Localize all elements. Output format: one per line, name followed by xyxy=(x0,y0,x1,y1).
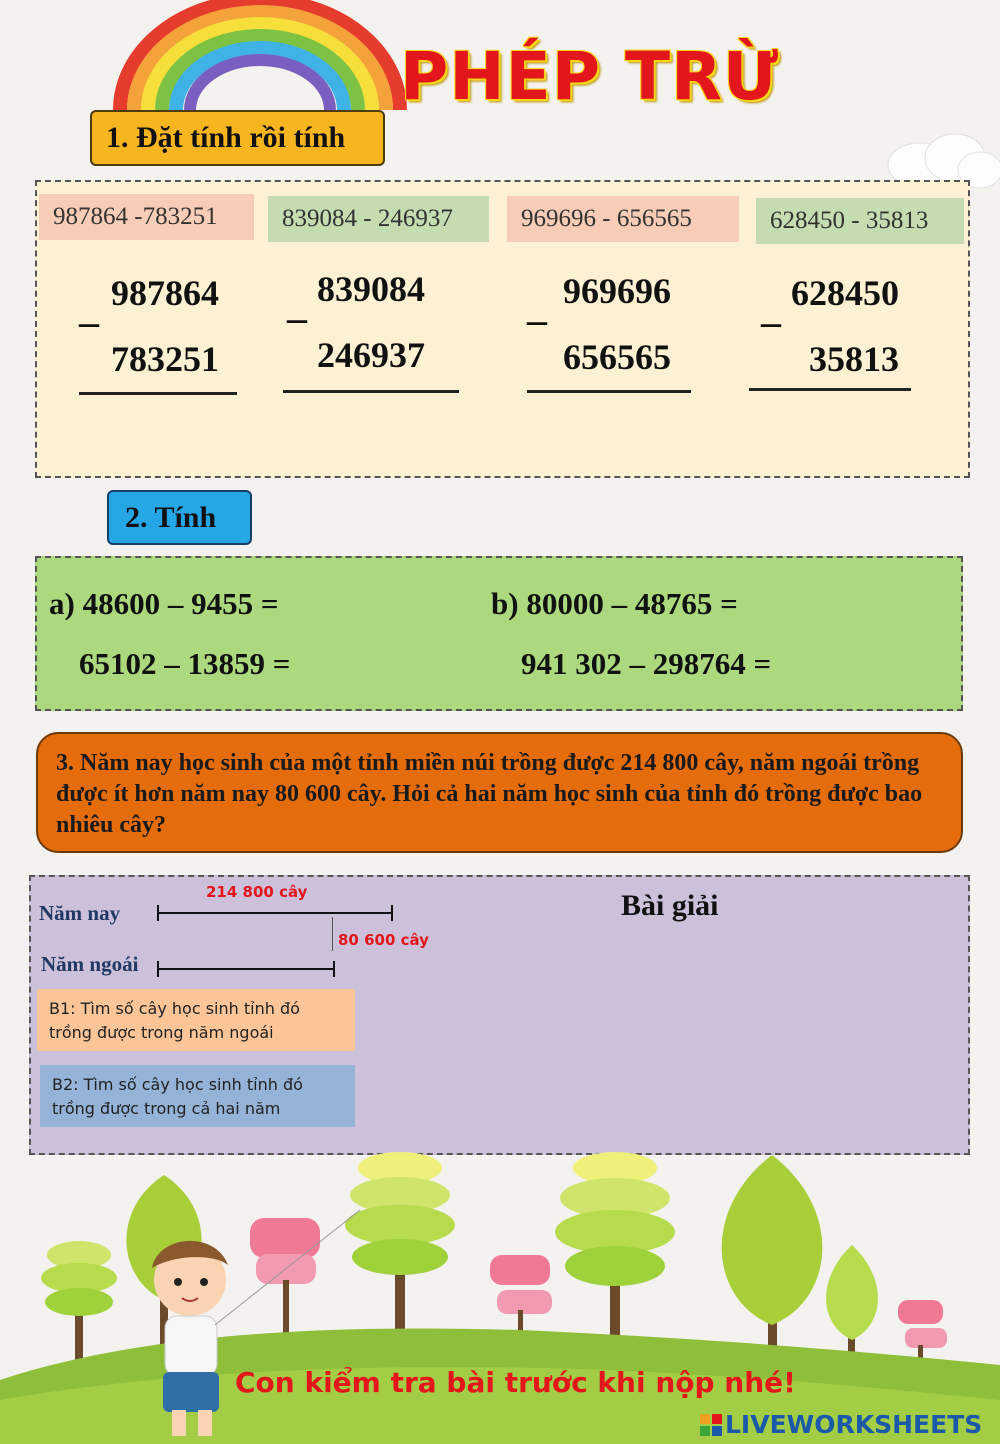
footer-message: Con kiểm tra bài trước khi nộp nhé! xyxy=(235,1366,796,1399)
problem-label-1: 987864 -783251 xyxy=(39,194,254,240)
column-subtraction-3 xyxy=(525,268,705,418)
minus-sign: – xyxy=(761,299,781,344)
difference-value: 80 600 cây xyxy=(338,931,429,949)
this-year-value: 214 800 cây xyxy=(206,883,308,901)
minus-sign: – xyxy=(527,297,547,342)
segment-tick xyxy=(333,961,335,977)
difference-marker xyxy=(332,917,333,951)
section1-box xyxy=(35,180,970,478)
tree-icon xyxy=(41,1241,117,1370)
answer-line xyxy=(527,390,691,393)
subtrahend: 783251 xyxy=(111,339,219,379)
minuend: 969696 xyxy=(563,271,671,311)
liveworksheets-logo-icon xyxy=(700,1414,722,1436)
minuend: 987864 xyxy=(111,273,219,313)
answer-line xyxy=(79,392,237,395)
calc-row-b2: 941 302 – 298764 = xyxy=(521,646,772,681)
problem-label-3: 969696 - 656565 xyxy=(507,196,739,242)
subtrahend: 656565 xyxy=(563,337,671,377)
word-problem-text: 3. Năm nay học sinh của một tỉnh miền núi trồng được 214 800 cây, năm ngoái trồng được ít hơn năm nay 80 600 cây. Hỏi cả hai năm học sinh của tỉnh đó trồng được bao nhiêu cây? xyxy=(56,750,923,838)
this-year-segment xyxy=(157,912,393,914)
rainbow-icon xyxy=(110,0,410,110)
problem-label-2: 839084 - 246937 xyxy=(268,196,489,242)
problem-label-4: 628450 - 35813 xyxy=(756,198,964,244)
last-year-segment xyxy=(157,968,334,970)
brand-logo xyxy=(700,1410,982,1439)
subtrahend: 35813 xyxy=(809,339,899,379)
brand-name: LIVEWORKSHEETS xyxy=(725,1410,983,1439)
section2-heading: 2. Tính xyxy=(107,490,252,545)
this-year-label: Năm nay xyxy=(39,901,121,925)
subtrahend: 246937 xyxy=(317,335,425,375)
step2-hint: B2: Tìm số cây học sinh tỉnh đó trồng được trong cả hai năm xyxy=(40,1065,355,1127)
step1-hint: B1: Tìm số cây học sinh tỉnh đó trồng được trong năm ngoái xyxy=(37,989,355,1051)
minuend: 839084 xyxy=(317,269,425,309)
solution-heading: Bài giải xyxy=(621,889,719,922)
column-subtraction-4 xyxy=(749,270,929,420)
calc-row-a2: 65102 – 13859 = xyxy=(79,646,291,681)
column-subtraction-2 xyxy=(281,266,461,416)
minus-sign: – xyxy=(287,295,307,340)
minus-sign: – xyxy=(79,299,99,344)
word-problem-box xyxy=(36,732,963,853)
calc-row-b1: b) 80000 – 48765 = xyxy=(491,586,738,621)
last-year-label: Năm ngoái xyxy=(41,952,139,976)
section2-box xyxy=(35,556,963,711)
answer-line xyxy=(749,388,911,391)
calc-row-a1: a) 48600 – 9455 = xyxy=(49,586,279,621)
solution-box xyxy=(29,875,970,1155)
column-subtraction-1 xyxy=(77,270,257,420)
answer-line xyxy=(283,390,459,393)
page-title: PHÉP TRỪ xyxy=(400,38,780,115)
segment-tick xyxy=(391,905,393,921)
minuend: 628450 xyxy=(791,273,899,313)
section1-heading: 1. Đặt tính rồi tính xyxy=(90,110,385,166)
landscape-illustration xyxy=(0,1150,1000,1444)
